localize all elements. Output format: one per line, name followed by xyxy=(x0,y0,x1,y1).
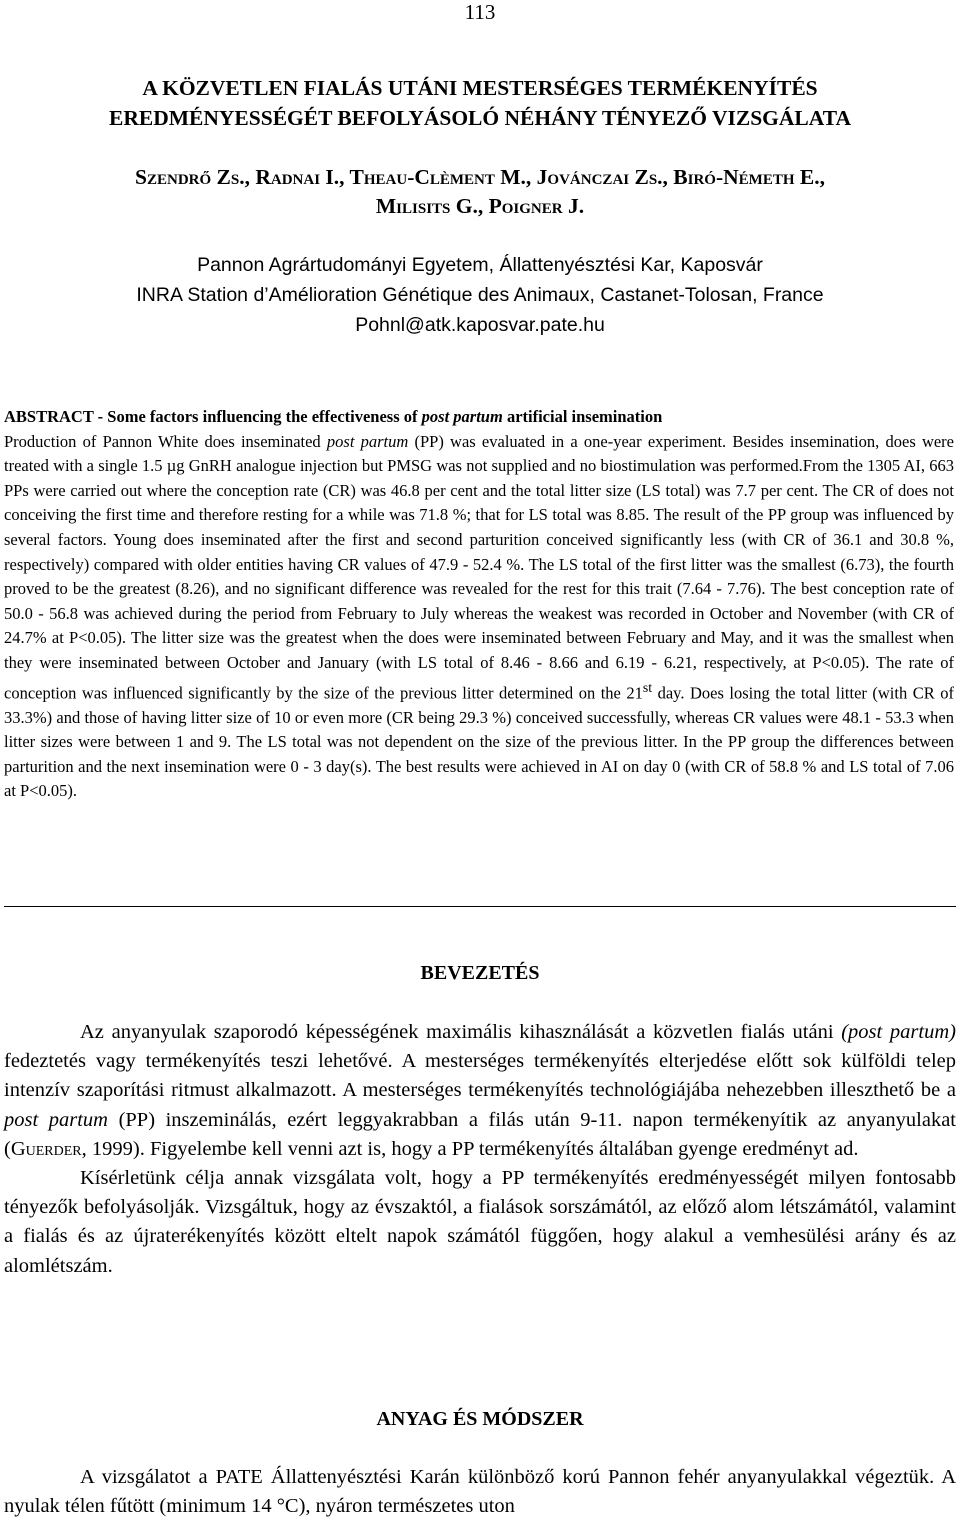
authors-line-1: Szendrő Zs., Radnai I., Theau-Clèment M., Jovánczai Zs., Biró-Németh E., xyxy=(135,165,825,189)
abstract-superscript: st xyxy=(642,679,653,695)
abstract-heading-italic: post partum xyxy=(421,407,503,426)
affiliation-1: Pannon Agrártudományi Egyetem, Állattenyésztési Kar, Kaposvár xyxy=(197,254,763,276)
title-line-1: A KÖZVETLEN FIALÁS UTÁNI MESTERSÉGES TERMÉKENYÍTÉS xyxy=(142,76,818,100)
paper-title xyxy=(0,73,960,133)
bevezetes-paragraph-2: Kísérletünk célja annak vizsgálata volt, hogy a PP termékenyítés eredményességét milyen fontosabb tényezők befolyásolják. Vizsgáltuk, hogy az évszaktól, a fialások sorszámától, az előző alom létszámától, valamint a fialás és az újraterékenyítés között eltelt napok számától függően, hogy alakul a vemhesülési arány és az alomlétszám. xyxy=(4,1167,956,1277)
abstract-body xyxy=(4,430,954,804)
abstract-heading-post: artificial insemination xyxy=(502,407,663,426)
bevezetes-italic-1: (post partum) xyxy=(841,1021,956,1043)
bevezetes-text-b: fedeztetés vagy termékenyítés teszi lehetővé. A mesterséges termékenyítés elterjedése előtt sok külföldi telep intenzív szaporítási ritmust alkalmazott. A mesterséges termékenyítés technológiájába nehezebben illeszthető be a xyxy=(4,1050,956,1102)
affiliations xyxy=(0,250,960,340)
bevezetes-citation-author: Guerder xyxy=(10,1137,82,1160)
bevezetes-text-d: , 1999). Figyelembe kell venni azt is, hogy a PP termékenyítés általában gyenge eredményt ad. xyxy=(81,1137,859,1160)
affiliation-2: INRA Station d’Amélioration Génétique des Animaux, Castanet-Tolosan, France xyxy=(136,284,824,306)
section-heading-anyag: ANYAG ÉS MÓDSZER xyxy=(376,1408,584,1430)
abstract-text-2: (PP) was evaluated in a one-year experiment. Besides insemination, does were treated with a single 1.5 µg GnRH analogue injection but PMSG was not supplied and no biostimulation was performed.From the 1305 AI, 663 PPs were carried out where the conception rate (CR) was 46.8 per cent and the total litter size (LS total) was 7.7 per cent. The CR of does not conceiving the first time and therefore resting for a while was 71.8 %; that for LS total was 8.85. The result of the PP group was influenced by several factors. Young does inseminated after the first and second parturition conceived significantly less (with CR of 36.1 and 30.8 %, respectively) compared with older entities having CR values of 47.9 - 52.4 %. The LS total of the first litter was the smallest (6.73), the fourth proved to be the greatest (8.26), and no significant difference was revealed for the rest for this trait (7.64 - 7.76). The best conception rate of 50.0 - 56.8 was achieved during the period from February to July whereas the weakest was recorded in October and November (with CR of 24.7% at P<0.05). The litter size was the greatest when the does were inseminated between February and May, and it was the smallest when they were inseminated between October and January (with LS total of 8.46 - 8.66 and 6.19 - 6.21, respectively, at P<0.05). The rate of conception was influenced significantly by the size of the previous litter determined on the 21 xyxy=(4,431,954,703)
authors-line-2: Milisits G., Poigner J. xyxy=(375,194,585,218)
abstract-italic: post partum xyxy=(326,431,409,451)
authors xyxy=(0,163,960,221)
section-body-bevezetes xyxy=(4,1018,956,1281)
bevezetes-paragraph-1 xyxy=(4,1018,956,1164)
bevezetes-text-a: Az anyanyulak szaporodó képességének maximális kihasználását a közvetlen fialás utáni xyxy=(80,1021,842,1043)
section-body-anyag xyxy=(4,1463,956,1521)
abstract-divider xyxy=(4,906,956,907)
bevezetes-text-c: (PP) inszeminálás, ezért leggyakrabban a filás után 9-11. napon termékenyítik az anyanyulakat ( xyxy=(4,1108,956,1160)
title-line-2: EREDMÉNYESSÉGÉT BEFOLYÁSOLÓ NÉHÁNY TÉNYEZŐ VIZSGÁLATA xyxy=(109,106,851,130)
anyag-paragraph-1: A vizsgálatot a PATE Állattenyésztési Karán különböző korú Pannon fehér anyanyulakkal végeztük. A nyulak télen fűtött (minimum 14 °C), nyáron természetes uton xyxy=(4,1466,956,1518)
abstract-text-3: day. Does losing the total litter (with CR of 33.3%) and those of having litter size of 10 or even more (CR being 29.3 %) conceived successfully, whereas CR values were 48.1 - 53.3 when litter sizes were between 1 and 9. The LS total was not dependent on the size of the previous litter. In the PP group the differences between parturition and the next insemination were 0 - 3 day(s). The best results were achieved in AI on day 0 (with CR of 58.8 % and LS total of 7.06 at P<0.05). xyxy=(4,683,955,801)
bevezetes-italic-2: post partum xyxy=(4,1108,108,1131)
abstract-text-1: Production of Pannon White does inseminated xyxy=(4,431,327,451)
page-number: 113 xyxy=(464,0,496,24)
abstract-heading-pre: ABSTRACT - Some factors influencing the effectiveness of xyxy=(4,407,422,426)
section-heading-bevezetes: BEVEZETÉS xyxy=(420,962,540,984)
email: Pohnl@atk.kaposvar.pate.hu xyxy=(355,314,605,336)
abstract xyxy=(4,405,954,804)
abstract-heading xyxy=(4,405,954,430)
